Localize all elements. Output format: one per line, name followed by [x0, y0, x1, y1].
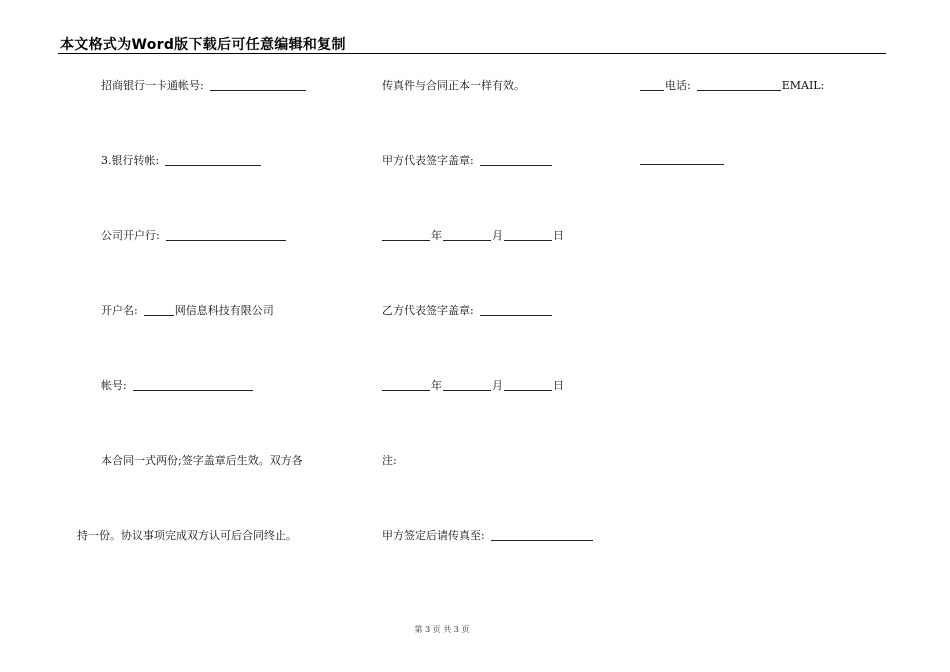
party-a-sign-label: 甲方代表签字盖章:	[382, 154, 474, 167]
email-label: EMAIL:	[781, 79, 825, 92]
party-a-sign-line	[382, 154, 553, 168]
bank-card-blank	[210, 80, 306, 91]
party-b-sign-blank	[480, 305, 552, 316]
party-b-month-blank	[443, 380, 491, 391]
account-number-line	[101, 379, 254, 393]
party-b-month-label: 月	[492, 379, 503, 392]
copies-text-part2: 持一份。协议事项完成双方认可后合同终止。	[77, 529, 297, 542]
note-label: 注:	[382, 454, 397, 467]
party-a-year-label: 年	[431, 229, 442, 242]
party-a-day-blank	[504, 230, 552, 241]
email-blank-line	[639, 154, 725, 167]
fax-to-label: 甲方签定后请传真至:	[382, 529, 485, 542]
party-a-sign-blank	[480, 155, 552, 166]
contact-line	[639, 79, 824, 93]
note-line	[382, 454, 397, 468]
party-a-month-label: 月	[492, 229, 503, 242]
party-b-sign-line	[382, 304, 553, 318]
page-number: 第 3 页 共 3 页	[414, 625, 470, 634]
party-b-day-blank	[504, 380, 552, 391]
bank-name-label: 公司开户行:	[101, 229, 160, 242]
account-name-blank	[144, 305, 174, 316]
bank-transfer-line	[101, 154, 262, 168]
bank-transfer-blank	[165, 155, 261, 166]
bank-name-line	[101, 229, 287, 243]
account-name-value: 网信息科技有限公司	[174, 304, 274, 317]
fax-to-line	[382, 529, 594, 543]
bank-card-label: 招商银行一卡通帐号:	[101, 79, 204, 92]
email-blank	[640, 154, 724, 165]
bank-transfer-label: 3.银行转帐:	[101, 154, 160, 167]
fax-validity-line	[382, 79, 525, 93]
party-b-year-label: 年	[431, 379, 442, 392]
phone-label: 电话:	[665, 79, 691, 92]
party-b-day-label: 日	[553, 379, 564, 392]
account-number-blank	[133, 380, 253, 391]
party-b-year-blank	[382, 380, 430, 391]
party-b-date-line	[381, 379, 564, 393]
account-name-label: 开户名:	[101, 304, 138, 317]
fax-to-blank	[491, 530, 593, 541]
party-a-year-blank	[382, 230, 430, 241]
party-a-date-line	[381, 229, 564, 243]
fax-validity-text: 传真件与合同正本一样有效。	[382, 79, 525, 92]
header-divider	[58, 53, 886, 54]
document-header-title: 本文格式为Word版下载后可任意编辑和复制	[60, 37, 346, 53]
bank-card-line	[101, 79, 307, 93]
copies-text-line1	[101, 454, 303, 468]
copies-text-line2	[77, 529, 297, 543]
party-b-sign-label: 乙方代表签字盖章:	[382, 304, 474, 317]
contact-prefix-blank	[640, 80, 664, 91]
account-number-label: 帐号:	[101, 379, 127, 392]
party-a-day-label: 日	[553, 229, 564, 242]
bank-name-blank	[166, 230, 286, 241]
party-a-month-blank	[443, 230, 491, 241]
phone-blank	[697, 80, 781, 91]
copies-text-part1: 本合同一式两份;签字盖章后生效。双方各	[101, 454, 303, 467]
account-name-line	[101, 304, 274, 318]
